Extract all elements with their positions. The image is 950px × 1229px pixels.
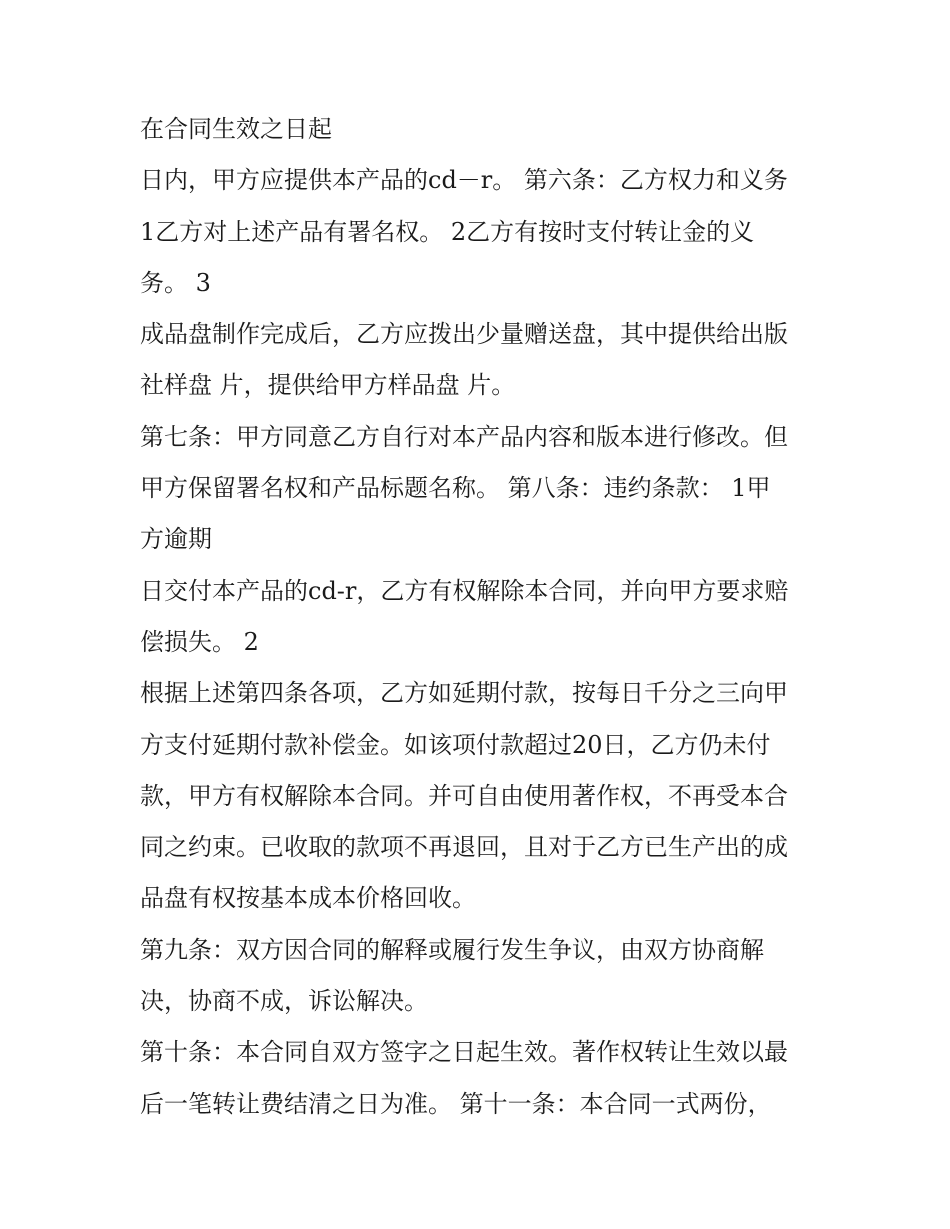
text-line: 后一笔转让费结清之日为准。 第十一条：本合同一式两份， [140,1089,772,1118]
text-line: 日交付本产品的cd-r，乙方有权解除本合同，并向甲方要求赔 [140,576,789,605]
text-line: 在合同生效之日起 [140,115,332,143]
text-line: 决，协商不成，诉讼解决。 [140,987,428,1016]
text-line: 根据上述第四条各项，乙方如延期付款，按每日千分之三向甲 [140,679,788,708]
document-body [140,104,830,1130]
text-line: 同之约束。已收取的款项不再退回，且对于乙方已生产出的成 [140,833,788,862]
text-line: 方逾期 [140,525,212,554]
text-line: 偿损失。 2 [140,627,259,656]
text-line: 务。 3 [140,268,211,297]
text-line: 社样盘 片，提供给甲方样品盘 片。 [140,371,516,400]
text-line: 成品盘制作完成后，乙方应拨出少量赠送盘，其中提供给出版 [140,320,788,349]
text-line: 日内，甲方应提供本产品的cd－r。 第六条：乙方权力和义务 [140,166,788,195]
text-line: 第十条：本合同自双方签字之日起生效。著作权转让生效以最 [140,1038,788,1067]
text-line: 方支付延期付款补偿金。如该项付款超过20日，乙方仍未付 [140,730,771,759]
text-line: 款，甲方有权解除本合同。并可自由使用著作权，不再受本合 [140,781,788,810]
text-line: 甲方保留署名权和产品标题名称。 第八条：违约条款： 1甲 [140,474,771,503]
text-line: 第七条：甲方同意乙方自行对本产品内容和版本进行修改。但 [140,422,788,451]
text-line: 1乙方对上述产品有署名权。 2乙方有按时支付转让金的义 [140,217,755,246]
text-line: 品盘有权按基本成本价格回收。 [140,884,476,913]
text-line: 第九条：双方因合同的解释或履行发生争议，由双方协商解 [140,935,764,964]
